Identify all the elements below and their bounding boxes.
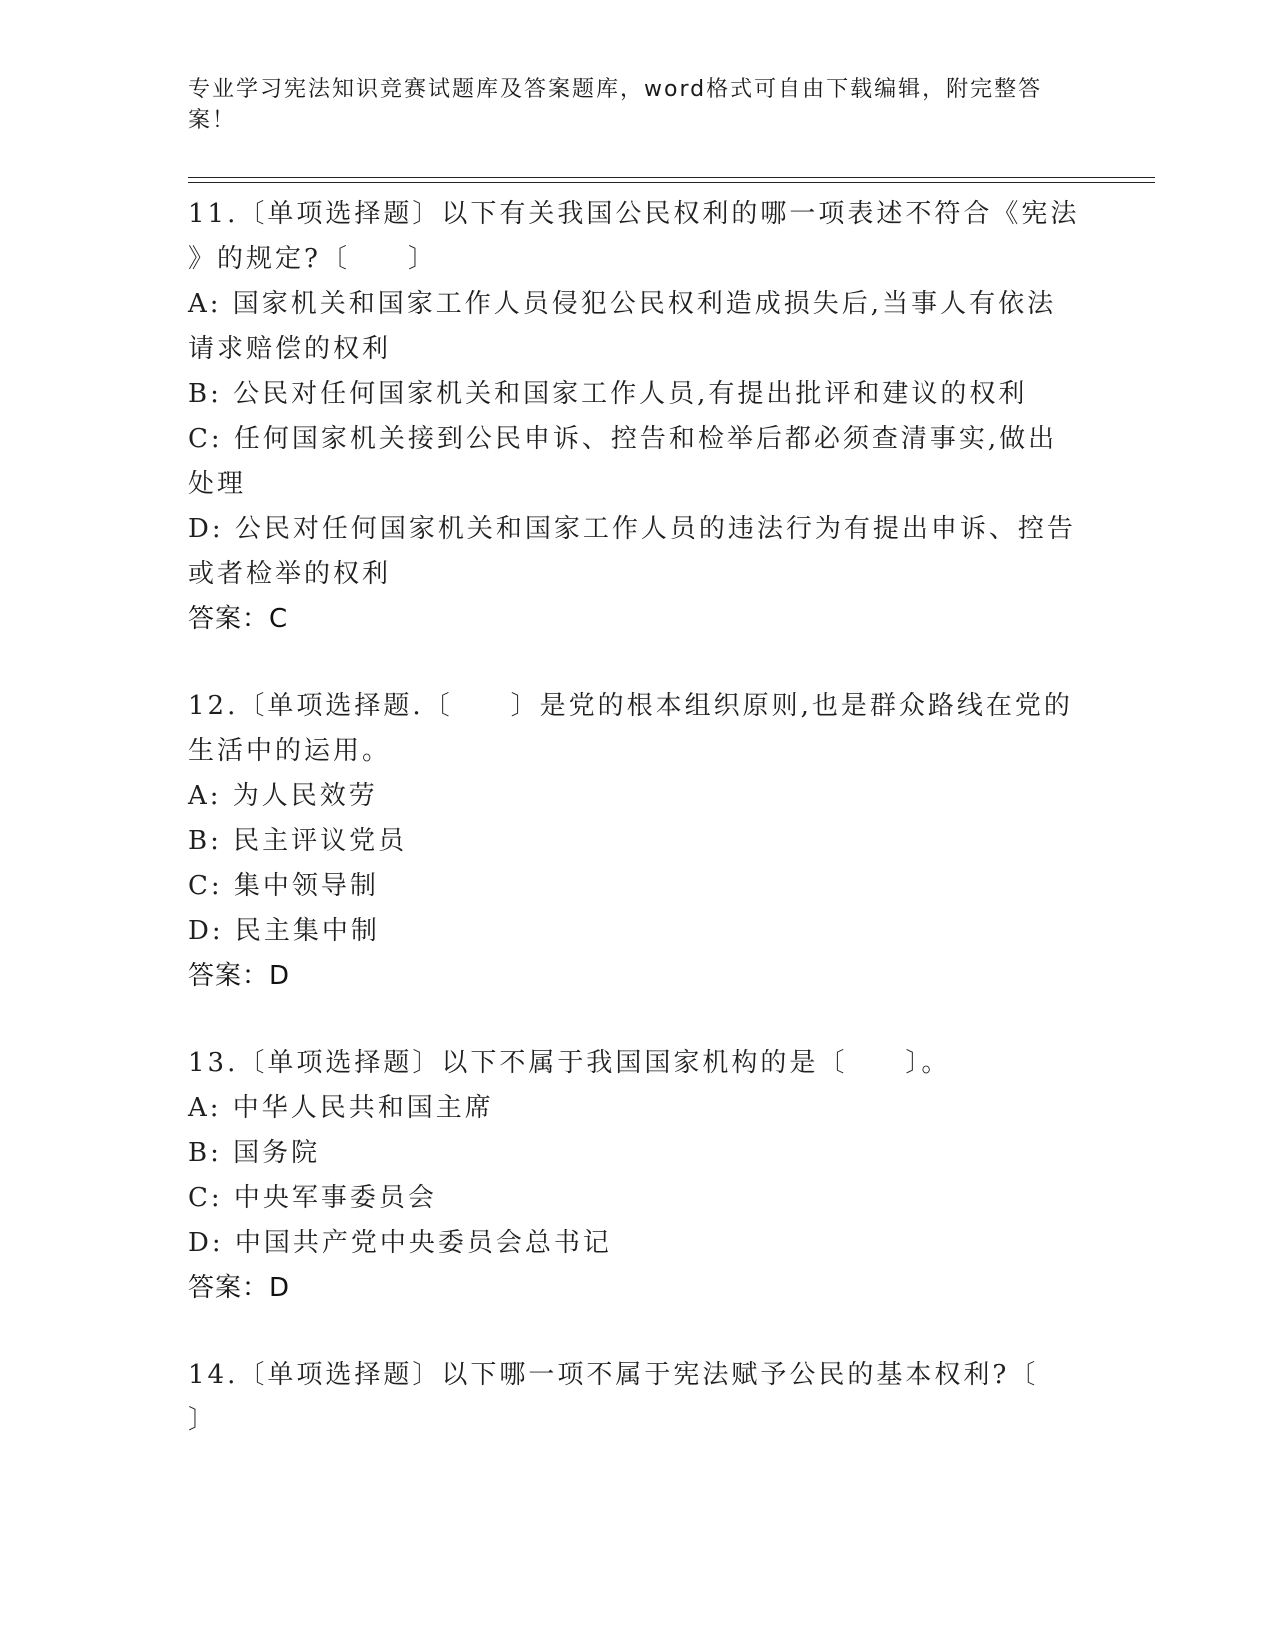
option-c: C: 集中领导制 (188, 871, 379, 901)
option-b: B: 民主评议党员 (188, 826, 408, 856)
question-14 (188, 1353, 1088, 1443)
answer-label: 答案：D (188, 961, 291, 991)
option-d: D: 公民对任何国家机关和国家工作人员的违法行为有提出申诉、控告 (188, 514, 1076, 544)
header-line-2: 案！ (188, 108, 237, 133)
header-rule-bottom (188, 182, 1155, 183)
question-spacer (188, 1311, 1088, 1353)
question-stem: 11.〔单项选择题〕以下有关我国公民权利的哪一项表述不符合《宪法 (188, 199, 1080, 229)
option-a: A: 为人民效劳 (188, 781, 378, 811)
question-13 (188, 1041, 1088, 1311)
option-c: C: 任何国家机关接到公民申诉、控告和检举后都必须查清事实,做出 (188, 424, 1058, 454)
question-stem: 14.〔单项选择题〕以下哪一项不属于宪法赋予公民的基本权利?〔 (188, 1360, 1039, 1390)
option-b: B: 国务院 (188, 1138, 321, 1168)
option-d: D: 民主集中制 (188, 916, 380, 946)
question-stem: 生活中的运用。 (188, 736, 392, 766)
document-header (188, 74, 1088, 136)
option-c: 处理 (188, 469, 247, 499)
question-stem: 〕 (188, 1405, 218, 1435)
answer-label: 答案：D (188, 1273, 291, 1303)
question-stem: 》的规定?〔 〕 (188, 244, 437, 274)
question-12 (188, 684, 1088, 999)
question-stem: 13.〔单项选择题〕以下不属于我国国家机构的是〔 〕。 (188, 1048, 951, 1078)
question-11 (188, 192, 1088, 642)
option-b: B: 公民对任何国家机关和国家工作人员,有提出批评和建议的权利 (188, 379, 1028, 409)
question-spacer (188, 999, 1088, 1041)
option-d: 或者检举的权利 (188, 559, 392, 589)
option-d: D: 中国共产党中央委员会总书记 (188, 1228, 612, 1258)
option-a: A: 国家机关和国家工作人员侵犯公民权利造成损失后,当事人有依法 (188, 289, 1057, 319)
answer-label: 答案：C (188, 604, 289, 634)
option-a: A: 中华人民共和国主席 (188, 1093, 494, 1123)
option-a: 请求赔偿的权利 (188, 334, 392, 364)
header-line-1: 专业学习宪法知识竞赛试题库及答案题库，word格式可自由下载编辑，附完整答 (188, 77, 1043, 102)
question-stem: 12.〔单项选择题.〔 〕是党的根本组织原则,也是群众路线在党的 (188, 691, 1073, 721)
header-rule-top (188, 177, 1155, 178)
question-list (188, 192, 1088, 1443)
question-spacer (188, 642, 1088, 684)
option-c: C: 中央军事委员会 (188, 1183, 437, 1213)
